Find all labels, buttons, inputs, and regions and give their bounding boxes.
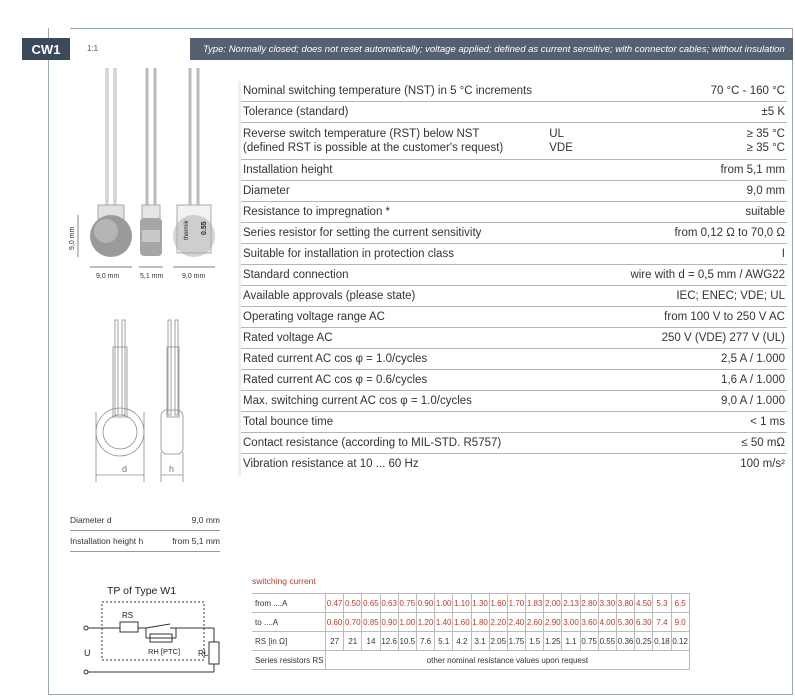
cell-to: 2.90 — [544, 613, 562, 632]
scale-label: 1:1 — [87, 44, 99, 53]
cell-from: 1.70 — [507, 594, 525, 613]
spec-value: suitable — [621, 202, 787, 223]
width-dim-1: 9,0 mm — [96, 273, 120, 280]
back-view — [173, 68, 215, 257]
cell-rs: 1.25 — [544, 632, 562, 651]
cell-rs: 27 — [326, 632, 344, 651]
spec-label: Available approvals (please state) — [241, 286, 547, 307]
spec-value: 100 m/s² — [740, 458, 785, 470]
cell-from: 0.50 — [344, 594, 362, 613]
spec-value: 9,0 mm — [621, 181, 787, 202]
technical-drawing — [95, 312, 225, 487]
cell-rs: 3.1 — [471, 632, 489, 651]
cell-from: 1.00 — [435, 594, 453, 613]
cell-rs: 0.18 — [653, 632, 671, 651]
cell-rs: 1.1 — [562, 632, 580, 651]
cell-rs: 14 — [362, 632, 380, 651]
table-row — [241, 160, 787, 181]
cell-from: 4.50 — [635, 594, 653, 613]
cell-to: 3.00 — [562, 613, 580, 632]
circuit-title: TP of Type W1 — [107, 585, 177, 597]
spec-value: ≥ 35 °C ≥ 35 °C — [621, 123, 787, 160]
dim-d-label: d — [122, 464, 128, 474]
cell-to: 1.40 — [435, 613, 453, 632]
front-view — [90, 68, 132, 257]
table-row — [241, 181, 787, 202]
product-views — [60, 60, 230, 290]
cell-rs: 0.12 — [671, 632, 689, 651]
spec-label: Series resistor for setting the current sensitivity — [241, 223, 547, 244]
marking-code: 0.55 — [201, 221, 208, 235]
cell-rs: 5.1 — [435, 632, 453, 651]
spec-label: Nominal switching temperature (NST) in 5 °C increments — [241, 81, 547, 102]
spec-label: Standard connection — [241, 265, 547, 286]
table-row — [241, 286, 787, 307]
table-row — [241, 391, 787, 412]
row-label: RS [in Ω] — [252, 632, 326, 651]
table-row — [241, 454, 787, 475]
spec-label: Tolerance (standard) — [241, 102, 547, 123]
cell-rs: 4.2 — [453, 632, 471, 651]
cell-rs: 2.05 — [489, 632, 507, 651]
switching-current-title: switching current — [252, 576, 316, 586]
cell-from: 0.47 — [326, 594, 344, 613]
cell-rs: 21 — [344, 632, 362, 651]
cell-from: 6.5 — [671, 594, 689, 613]
cell-to: 6.30 — [635, 613, 653, 632]
spec-value: 70 °C - 160 °C — [621, 81, 787, 102]
spec-label: Suitable for installation in protection class — [241, 244, 547, 265]
spec-value: 2,5 A / 1.000 — [621, 349, 787, 370]
cell-to: 2.60 — [526, 613, 544, 632]
table-row — [241, 102, 787, 123]
cell-to: 9.0 — [671, 613, 689, 632]
type-description-bar: Type: Normally closed; does not reset automatically; voltage applied; defined as current sensitive; with connector cables; without insulation — [190, 38, 793, 60]
cell-from: 5.3 — [653, 594, 671, 613]
cell-rs: 0.25 — [635, 632, 653, 651]
cell-from: 1.30 — [471, 594, 489, 613]
spec-value: from 5,1 mm — [621, 160, 787, 181]
product-code-tag: CW1 — [22, 38, 70, 60]
cell-from: 0.63 — [380, 594, 398, 613]
dim-h-label: h — [169, 464, 175, 474]
spec-label: Operating voltage range AC — [241, 307, 547, 328]
spec-label: Contact resistance (according to MIL-STD. R5757) — [241, 433, 547, 454]
table-row — [241, 412, 787, 433]
spec-value: < 1 ms — [621, 412, 787, 433]
cell-rs: 0.55 — [598, 632, 616, 651]
cell-to: 1.20 — [416, 613, 434, 632]
cell-from: 2.13 — [562, 594, 580, 613]
spec-label: Total bounce time — [241, 412, 547, 433]
switching-table — [252, 593, 690, 670]
spec-label: Max. switching current AC cos φ = 1.0/cycles — [241, 391, 547, 412]
table-row — [252, 594, 689, 613]
dimension-notes — [70, 510, 220, 552]
cell-to: 1.80 — [471, 613, 489, 632]
cell-from: 1.60 — [489, 594, 507, 613]
cell-rs: 1.5 — [526, 632, 544, 651]
cell-to: 2.20 — [489, 613, 507, 632]
cell-to: 1.60 — [453, 613, 471, 632]
u-label: U — [84, 648, 91, 658]
dimension-row: Diameter d 9,0 mm — [70, 510, 220, 531]
spec-value: 1,6 A / 1.000 — [621, 370, 787, 391]
cell-from: 0.90 — [416, 594, 434, 613]
table-row — [241, 307, 787, 328]
spec-value: I — [621, 244, 787, 265]
cell-from: 0.65 — [362, 594, 380, 613]
table-row — [241, 202, 787, 223]
table-row — [241, 328, 787, 349]
cell-from: 1.10 — [453, 594, 471, 613]
spec-value: 250 V (VDE) 277 V (UL) — [621, 328, 787, 349]
specifications-table — [241, 81, 787, 474]
side-view — [140, 68, 162, 256]
row-label: Series resistors RS — [252, 651, 326, 670]
spec-value: 9,0 A / 1.000 — [621, 391, 787, 412]
table-row — [241, 370, 787, 391]
row-label: from ....A — [252, 594, 326, 613]
cell-from: 2.00 — [544, 594, 562, 613]
cell-to: 1.00 — [398, 613, 416, 632]
cell-to: 2.40 — [507, 613, 525, 632]
spec-label: Rated current AC cos φ = 1.0/cycles — [241, 349, 547, 370]
cell-rs: 1.75 — [507, 632, 525, 651]
cell-rs: 7.6 — [416, 632, 434, 651]
cell-rs: 12.6 — [380, 632, 398, 651]
spec-value: IEC; ENEC; VDE; UL — [621, 286, 787, 307]
cell-to: 0.60 — [326, 613, 344, 632]
cell-to: 0.85 — [362, 613, 380, 632]
frame-right — [792, 28, 793, 695]
row-label: to ....A — [252, 613, 326, 632]
rh-label: RH [PTC] — [148, 647, 181, 656]
spec-label: Vibration resistance at 10 ... 60 Hz — [243, 458, 419, 470]
circuit-diagram — [80, 598, 230, 678]
cell-to: 7.4 — [653, 613, 671, 632]
table-row — [241, 223, 787, 244]
cell-rs: 10.5 — [398, 632, 416, 651]
table-row — [241, 433, 787, 454]
cell-rs: 0.75 — [580, 632, 598, 651]
cell-from: 0.75 — [398, 594, 416, 613]
cell-to: 0.70 — [344, 613, 362, 632]
dimension-row: Installation height h from 5,1 mm — [70, 531, 220, 552]
rs-label: RS — [122, 611, 134, 620]
width-dim-3: 9,0 mm — [182, 273, 206, 280]
spec-label: Rated current AC cos φ = 0.6/cycles — [241, 370, 547, 391]
marking-logo: thermik — [184, 220, 190, 240]
table-row — [252, 632, 689, 651]
table-row: Reverse switch temperature (RST) below NST (defined RST is possible at the customer's request) UL VDE ≥ 35 °C ≥ 35 °C — [241, 123, 787, 160]
series-note: other nominal resistance values upon request — [326, 651, 690, 670]
table-row — [252, 651, 689, 670]
cell-from: 3.80 — [617, 594, 635, 613]
spec-value: wire with d = 0,5 mm / AWG22 — [621, 265, 787, 286]
cell-to: 4.00 — [598, 613, 616, 632]
width-dim-2: 5,1 mm — [140, 273, 164, 280]
spec-value: from 0,12 Ω to 70,0 Ω — [621, 223, 787, 244]
cell-from: 3.30 — [598, 594, 616, 613]
cell-from: 2.80 — [580, 594, 598, 613]
spec-value: ±5 K — [621, 102, 787, 123]
table-row — [241, 349, 787, 370]
spec-label: Reverse switch temperature (RST) below NST (defined RST is possible at the customer's request) — [241, 123, 547, 160]
height-dim-label: 9,0 mm — [69, 226, 76, 250]
table-row — [252, 613, 689, 632]
table-row — [241, 244, 787, 265]
cell-rs: 0.36 — [617, 632, 635, 651]
cell-to: 5.30 — [617, 613, 635, 632]
spec-label: Diameter — [241, 181, 547, 202]
rl-label: RL — [198, 649, 209, 658]
cell-from: 1.83 — [526, 594, 544, 613]
table-row — [241, 265, 787, 286]
cell-to: 0.90 — [380, 613, 398, 632]
spec-value: from 100 V to 250 V AC — [621, 307, 787, 328]
spec-label: Resistance to impregnation * — [241, 202, 547, 223]
cell-to: 3.60 — [580, 613, 598, 632]
table-row — [241, 81, 787, 102]
spec-label: Installation height — [241, 160, 547, 181]
spec-label: Rated voltage AC — [241, 328, 547, 349]
spec-value: ≤ 50 mΩ — [621, 433, 787, 454]
